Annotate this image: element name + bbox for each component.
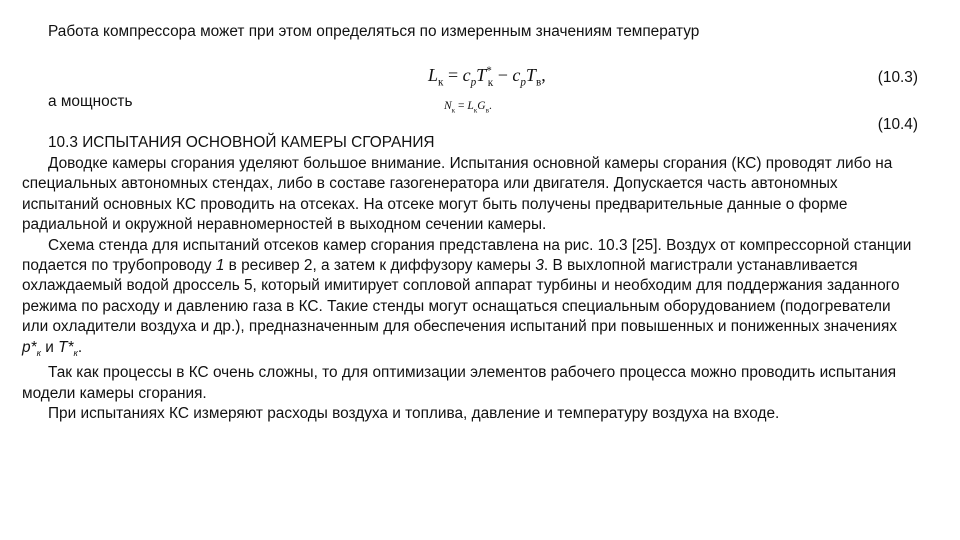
formula-symbol: G: [477, 100, 486, 112]
formula-symbol: c: [462, 65, 471, 85]
paragraph: Так как процессы в КС очень сложны, то для оптимизации элементов рабочего процесса можно проводить испытания модели камеры сгорания.: [22, 364, 897, 402]
formula-compressor-power: [444, 99, 492, 117]
paragraph-text: в ресивер 2, а затем к диффузору камеры: [224, 257, 536, 275]
symbol-text: p*: [22, 338, 37, 356]
body-text: [22, 154, 912, 424]
formula-symbol: L: [428, 65, 439, 85]
paragraph: [22, 236, 912, 364]
symbol-temperature: [58, 339, 78, 356]
formula-subscript: к: [473, 106, 478, 115]
paragraph-text: . В выхлопной магистрали устанавливается охлаждаемый водой дроссель 5, который имитирует сопловой аппарат турбины и необходим для поддержания заданного режима по расходу и давлению газа в КС. Такие стенды могут оснащаться специальным оборудованием (подогреватели или охладители воздуха и др.), предназначенным для обеспечения испытаний при повышенных и пониженных значениях: [22, 257, 900, 336]
formula-subscript: p: [470, 76, 477, 89]
formula-compressor-work: [428, 58, 546, 96]
formula-symbol: c: [512, 65, 521, 85]
figure-ref-number: 1: [215, 257, 225, 275]
paragraph: Доводке камеры сгорания уделяют большое внимание. Испытания основной камеры сгорания (КС) проводят либо на специальных автономных стендах, либо в составе газогенератора или двигателя. Допускается часть автономных испытаний основных КС проводить на отсеках. На отсеке могут быть получены предварительные данные о форме радиальной и окружной неравномерностей в выходном сечении камеры.: [22, 155, 893, 234]
paragraph-text: .: [77, 338, 83, 356]
section-heading: 10.3 ИСПЫТАНИЯ ОСНОВНОЙ КАМЕРЫ СГОРАНИЯ: [48, 134, 435, 151]
symbol-text: T*: [58, 338, 74, 356]
paragraph: При испытаниях КС измеряют расходы воздуха и топлива, давление и температуру воздуха на входе.: [48, 404, 780, 422]
paragraph-text: и: [40, 338, 59, 356]
formula-subscript: в: [485, 106, 489, 115]
figure-ref-number: 3: [535, 257, 544, 275]
formula-subscript: к: [451, 106, 456, 115]
intro-text: Работа компрессора может при этом определяться по измеренным значениям температур: [48, 23, 700, 40]
paragraph-text: Схема стенда для испытаний отсеков камер сгорания представлена на рис. 10.3 [25]. Воздух от компрессорной станции подается по трубопроводу: [22, 236, 912, 275]
symbol-subscript: к: [73, 347, 78, 358]
formula-symbol: T: [525, 65, 536, 85]
formula-operator: =: [443, 65, 463, 85]
equation-number-10-4: (10.4): [877, 116, 918, 133]
formula-symbol: T: [476, 65, 487, 85]
equation-number-10-3: (10.3): [877, 69, 918, 86]
formula-operator: −: [493, 65, 513, 85]
formula-subscript: p: [520, 76, 526, 89]
formula-superscript: *: [486, 65, 492, 77]
formula-punctuation: .: [488, 100, 492, 112]
symbol-subscript: к: [36, 347, 41, 358]
formula-punctuation: ,: [541, 65, 546, 85]
formula-symbol: N: [444, 100, 452, 112]
power-label: а мощность: [48, 93, 133, 110]
symbol-pressure: [22, 339, 41, 356]
formula-subscript: к: [438, 76, 444, 89]
formula-symbol: L: [467, 100, 474, 112]
formula-subscript: в: [535, 76, 542, 89]
formula-operator: =: [455, 100, 468, 112]
formula-subscript: к: [487, 76, 494, 89]
